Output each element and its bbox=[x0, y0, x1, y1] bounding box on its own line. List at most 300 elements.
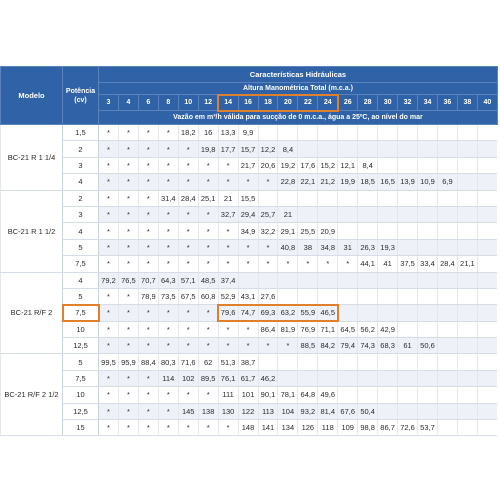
flow-value-cell bbox=[258, 125, 278, 141]
flow-value-cell bbox=[358, 272, 378, 288]
flow-value-cell bbox=[418, 387, 438, 403]
flow-value-cell bbox=[437, 239, 457, 255]
flow-value-cell bbox=[437, 354, 457, 370]
flow-value-cell bbox=[298, 272, 318, 288]
flow-value-cell bbox=[457, 190, 477, 206]
flow-value-cell: 25,7 bbox=[258, 206, 278, 222]
flow-value-cell: 34,9 bbox=[238, 223, 258, 239]
flow-value-cell: 138 bbox=[198, 403, 218, 419]
flow-value-cell bbox=[477, 321, 497, 337]
flow-value-cell: * bbox=[138, 305, 158, 321]
model-name-cell: BC-21 R/F 2 1/2 bbox=[1, 354, 63, 436]
flow-value-cell: * bbox=[158, 256, 178, 272]
table-row bbox=[1, 157, 498, 173]
potencia-cell: 3 bbox=[63, 157, 99, 173]
flow-value-cell bbox=[378, 190, 398, 206]
flow-value-cell bbox=[457, 370, 477, 386]
model-name-cell: BC-21 R 1 1/4 bbox=[1, 125, 63, 191]
table-row bbox=[1, 321, 498, 337]
flow-value-cell: * bbox=[99, 256, 119, 272]
flow-value-cell: * bbox=[138, 125, 158, 141]
flow-value-cell bbox=[338, 288, 358, 304]
flow-value-cell: * bbox=[338, 256, 358, 272]
flow-value-cell: * bbox=[258, 256, 278, 272]
flow-value-cell: * bbox=[178, 206, 198, 222]
flow-value-cell bbox=[437, 157, 457, 173]
table-row bbox=[1, 223, 498, 239]
flow-value-cell: * bbox=[138, 321, 158, 337]
header-head-26: 26 bbox=[338, 95, 358, 111]
flow-value-cell bbox=[477, 338, 497, 354]
header-head-12: 12 bbox=[198, 95, 218, 111]
flow-value-cell: 71,1 bbox=[318, 321, 338, 337]
flow-value-cell: * bbox=[178, 223, 198, 239]
potencia-cell: 12,5 bbox=[63, 338, 99, 354]
flow-value-cell: * bbox=[138, 190, 158, 206]
flow-value-cell bbox=[398, 157, 418, 173]
flow-value-cell bbox=[398, 223, 418, 239]
flow-value-cell: 88,4 bbox=[138, 354, 158, 370]
flow-value-cell: * bbox=[99, 305, 119, 321]
potencia-cell: 5 bbox=[63, 354, 99, 370]
flow-value-cell: 67,6 bbox=[338, 403, 358, 419]
table-row bbox=[1, 288, 498, 304]
flow-value-cell: 79,2 bbox=[99, 272, 119, 288]
flow-value-cell bbox=[358, 370, 378, 386]
header-head-34: 34 bbox=[418, 95, 438, 111]
flow-value-cell bbox=[437, 223, 457, 239]
flow-value-cell: * bbox=[198, 338, 218, 354]
flow-value-cell: 13,3 bbox=[218, 125, 238, 141]
flow-value-cell: * bbox=[198, 239, 218, 255]
flow-value-cell bbox=[457, 125, 477, 141]
flow-value-cell: 16,5 bbox=[378, 174, 398, 190]
flow-value-cell: 64,8 bbox=[298, 387, 318, 403]
flow-value-cell: * bbox=[198, 174, 218, 190]
flow-value-cell bbox=[418, 272, 438, 288]
flow-value-cell bbox=[358, 206, 378, 222]
flow-value-cell bbox=[437, 321, 457, 337]
flow-value-cell bbox=[418, 190, 438, 206]
flow-value-cell: * bbox=[99, 190, 119, 206]
flow-value-cell: * bbox=[218, 239, 238, 255]
flow-value-cell bbox=[418, 403, 438, 419]
flow-value-cell: 98,8 bbox=[358, 420, 378, 436]
flow-value-cell: 71,6 bbox=[178, 354, 198, 370]
flow-value-cell: 73,5 bbox=[158, 288, 178, 304]
flow-value-cell: 12,1 bbox=[338, 157, 358, 173]
flow-value-cell: * bbox=[178, 256, 198, 272]
flow-value-cell: * bbox=[99, 370, 119, 386]
table-row bbox=[1, 141, 498, 157]
flow-value-cell: * bbox=[138, 206, 158, 222]
flow-value-cell bbox=[338, 354, 358, 370]
flow-value-cell: * bbox=[178, 174, 198, 190]
flow-value-cell: 29,1 bbox=[278, 223, 298, 239]
flow-value-cell: * bbox=[138, 338, 158, 354]
flow-value-cell bbox=[437, 206, 457, 222]
flow-value-cell: * bbox=[198, 305, 218, 321]
flow-value-cell bbox=[338, 190, 358, 206]
flow-value-cell bbox=[278, 125, 298, 141]
flow-value-cell: 55,9 bbox=[298, 305, 318, 321]
flow-value-cell bbox=[358, 288, 378, 304]
flow-value-cell bbox=[338, 223, 358, 239]
flow-value-cell: 32,2 bbox=[258, 223, 278, 239]
flow-value-cell bbox=[477, 239, 497, 255]
flow-value-cell: 99,5 bbox=[99, 354, 119, 370]
flow-value-cell: 17,6 bbox=[298, 157, 318, 173]
table-row bbox=[1, 256, 498, 272]
flow-value-cell bbox=[418, 370, 438, 386]
flow-value-cell: 141 bbox=[258, 420, 278, 436]
flow-value-cell bbox=[398, 387, 418, 403]
flow-value-cell: 78,1 bbox=[278, 387, 298, 403]
table-header bbox=[1, 67, 498, 125]
flow-value-cell bbox=[457, 272, 477, 288]
header-head-6: 6 bbox=[138, 95, 158, 111]
flow-value-cell: * bbox=[138, 420, 158, 436]
flow-value-cell: * bbox=[178, 338, 198, 354]
flow-value-cell: 69,3 bbox=[258, 305, 278, 321]
flow-value-cell: 48,5 bbox=[198, 272, 218, 288]
header-head-20: 20 bbox=[278, 95, 298, 111]
flow-value-cell: * bbox=[198, 157, 218, 173]
flow-value-cell bbox=[318, 206, 338, 222]
flow-value-cell: 6,9 bbox=[437, 174, 457, 190]
flow-value-cell: * bbox=[258, 174, 278, 190]
flow-value-cell bbox=[298, 190, 318, 206]
flow-value-cell bbox=[278, 190, 298, 206]
flow-value-cell: * bbox=[138, 141, 158, 157]
flow-value-cell bbox=[318, 288, 338, 304]
flow-value-cell: * bbox=[118, 387, 138, 403]
table-row bbox=[1, 403, 498, 419]
flow-value-cell: * bbox=[118, 206, 138, 222]
flow-value-cell: 76,9 bbox=[298, 321, 318, 337]
flow-value-cell: 90,1 bbox=[258, 387, 278, 403]
table-row bbox=[1, 206, 498, 222]
potencia-cell: 4 bbox=[63, 272, 99, 288]
flow-value-cell bbox=[418, 141, 438, 157]
flow-value-cell bbox=[358, 125, 378, 141]
flow-value-cell bbox=[477, 223, 497, 239]
flow-value-cell: 93,2 bbox=[298, 403, 318, 419]
flow-value-cell: 28,4 bbox=[178, 190, 198, 206]
flow-value-cell: * bbox=[118, 403, 138, 419]
flow-value-cell: 101 bbox=[238, 387, 258, 403]
flow-value-cell: * bbox=[138, 239, 158, 255]
flow-value-cell bbox=[258, 354, 278, 370]
table-row bbox=[1, 190, 498, 206]
flow-value-cell: 130 bbox=[218, 403, 238, 419]
flow-value-cell: 104 bbox=[278, 403, 298, 419]
flow-value-cell bbox=[477, 370, 497, 386]
flow-value-cell: * bbox=[238, 321, 258, 337]
header-head-40: 40 bbox=[477, 95, 497, 111]
flow-value-cell: 52,9 bbox=[218, 288, 238, 304]
header-modelo: Modelo bbox=[1, 67, 63, 125]
model-name-cell: BC-21 R/F 2 bbox=[1, 272, 63, 354]
flow-value-cell: * bbox=[138, 403, 158, 419]
flow-value-cell: 114 bbox=[158, 370, 178, 386]
flow-value-cell bbox=[457, 387, 477, 403]
table-row bbox=[1, 338, 498, 354]
flow-value-cell bbox=[378, 403, 398, 419]
flow-value-cell bbox=[477, 403, 497, 419]
header-head-24: 24 bbox=[318, 95, 338, 111]
flow-value-cell: * bbox=[198, 321, 218, 337]
flow-value-cell bbox=[318, 125, 338, 141]
flow-value-cell: * bbox=[118, 223, 138, 239]
header-potencia: Potência (cv) bbox=[63, 67, 99, 125]
flow-value-cell bbox=[318, 370, 338, 386]
flow-value-cell bbox=[437, 403, 457, 419]
flow-value-cell bbox=[418, 321, 438, 337]
flow-value-cell bbox=[437, 125, 457, 141]
flow-value-cell bbox=[298, 288, 318, 304]
flow-value-cell: 19,9 bbox=[338, 174, 358, 190]
table-row bbox=[1, 420, 498, 436]
flow-value-cell: * bbox=[99, 141, 119, 157]
flow-value-cell: * bbox=[158, 125, 178, 141]
flow-value-cell: 26,3 bbox=[358, 239, 378, 255]
flow-value-cell bbox=[457, 174, 477, 190]
flow-value-cell: 19,2 bbox=[278, 157, 298, 173]
flow-value-cell: * bbox=[99, 239, 119, 255]
flow-value-cell: 21,7 bbox=[238, 157, 258, 173]
flow-value-cell: * bbox=[218, 420, 238, 436]
flow-value-cell: * bbox=[158, 321, 178, 337]
flow-value-cell bbox=[278, 288, 298, 304]
header-head-3: 3 bbox=[99, 95, 119, 111]
flow-value-cell: 134 bbox=[278, 420, 298, 436]
flow-value-cell: * bbox=[218, 174, 238, 190]
flow-value-cell: * bbox=[178, 420, 198, 436]
flow-value-cell bbox=[457, 157, 477, 173]
flow-value-cell: 86,4 bbox=[258, 321, 278, 337]
header-head-4: 4 bbox=[118, 95, 138, 111]
flow-value-cell bbox=[338, 370, 358, 386]
flow-value-cell bbox=[457, 354, 477, 370]
flow-value-cell: * bbox=[118, 239, 138, 255]
flow-value-cell: 38 bbox=[298, 239, 318, 255]
flow-value-cell: 95,9 bbox=[118, 354, 138, 370]
flow-value-cell bbox=[378, 272, 398, 288]
flow-value-cell: * bbox=[138, 223, 158, 239]
flow-value-cell: 80,3 bbox=[158, 354, 178, 370]
flow-value-cell: * bbox=[99, 288, 119, 304]
flow-value-cell bbox=[398, 125, 418, 141]
flow-value-cell: * bbox=[118, 141, 138, 157]
flow-value-cell bbox=[418, 239, 438, 255]
potencia-cell: 7,5 bbox=[63, 370, 99, 386]
flow-value-cell: 79,4 bbox=[338, 338, 358, 354]
flow-value-cell: * bbox=[118, 125, 138, 141]
flow-value-cell: 81,9 bbox=[278, 321, 298, 337]
flow-value-cell bbox=[398, 370, 418, 386]
flow-value-cell bbox=[437, 141, 457, 157]
flow-value-cell bbox=[278, 354, 298, 370]
flow-value-cell: * bbox=[218, 223, 238, 239]
flow-value-cell: * bbox=[138, 370, 158, 386]
flow-value-cell: * bbox=[238, 174, 258, 190]
header-caracteristicas: Características Hidráulicas bbox=[99, 67, 498, 83]
flow-value-cell: 111 bbox=[218, 387, 238, 403]
flow-value-cell: * bbox=[158, 420, 178, 436]
table-row bbox=[1, 305, 498, 321]
flow-value-cell: 113 bbox=[258, 403, 278, 419]
flow-value-cell bbox=[477, 125, 497, 141]
flow-value-cell bbox=[398, 272, 418, 288]
flow-value-cell: 61 bbox=[398, 338, 418, 354]
flow-value-cell: * bbox=[99, 403, 119, 419]
flow-value-cell bbox=[398, 239, 418, 255]
flow-value-cell bbox=[477, 256, 497, 272]
flow-value-cell bbox=[378, 288, 398, 304]
potencia-cell: 5 bbox=[63, 239, 99, 255]
flow-value-cell bbox=[338, 387, 358, 403]
flow-value-cell: * bbox=[118, 256, 138, 272]
flow-value-cell: 34,8 bbox=[318, 239, 338, 255]
flow-value-cell bbox=[418, 223, 438, 239]
table-row bbox=[1, 370, 498, 386]
flow-value-cell: * bbox=[118, 305, 138, 321]
flow-value-cell bbox=[398, 190, 418, 206]
flow-value-cell: * bbox=[158, 338, 178, 354]
potencia-cell: 2 bbox=[63, 141, 99, 157]
flow-value-cell: * bbox=[158, 157, 178, 173]
flow-value-cell: * bbox=[198, 420, 218, 436]
flow-value-cell: 31,4 bbox=[158, 190, 178, 206]
flow-value-cell: 72,6 bbox=[398, 420, 418, 436]
flow-value-cell: * bbox=[118, 420, 138, 436]
flow-value-cell: 15,2 bbox=[318, 157, 338, 173]
flow-value-cell: 21,2 bbox=[318, 174, 338, 190]
flow-value-cell: 79,6 bbox=[218, 305, 238, 321]
flow-value-cell bbox=[398, 403, 418, 419]
flow-value-cell: * bbox=[178, 141, 198, 157]
flow-value-cell bbox=[338, 206, 358, 222]
flow-value-cell: * bbox=[158, 239, 178, 255]
potencia-cell: 12,5 bbox=[63, 403, 99, 419]
flow-value-cell: * bbox=[99, 157, 119, 173]
flow-value-cell: 19,3 bbox=[378, 239, 398, 255]
flow-value-cell: * bbox=[158, 141, 178, 157]
flow-value-cell bbox=[437, 272, 457, 288]
flow-value-cell bbox=[378, 370, 398, 386]
flow-value-cell: 78,9 bbox=[138, 288, 158, 304]
flow-value-cell: 67,5 bbox=[178, 288, 198, 304]
flow-value-cell: 70,7 bbox=[138, 272, 158, 288]
flow-value-cell: * bbox=[158, 403, 178, 419]
flow-value-cell: 9,9 bbox=[238, 125, 258, 141]
flow-value-cell: 68,3 bbox=[378, 338, 398, 354]
flow-value-cell bbox=[477, 174, 497, 190]
flow-value-cell: 53,7 bbox=[418, 420, 438, 436]
flow-value-cell: 8,4 bbox=[358, 157, 378, 173]
flow-value-cell: 15,5 bbox=[238, 190, 258, 206]
flow-value-cell: 21 bbox=[278, 206, 298, 222]
performance-table-container bbox=[0, 66, 500, 436]
header-head-28: 28 bbox=[358, 95, 378, 111]
flow-value-cell bbox=[298, 370, 318, 386]
flow-value-cell: * bbox=[158, 223, 178, 239]
flow-value-cell: * bbox=[99, 206, 119, 222]
flow-value-cell: 31 bbox=[338, 239, 358, 255]
table-row bbox=[1, 174, 498, 190]
flow-value-cell: * bbox=[258, 239, 278, 255]
flow-value-cell bbox=[418, 288, 438, 304]
flow-value-cell: * bbox=[118, 288, 138, 304]
flow-value-cell: 88,5 bbox=[298, 338, 318, 354]
flow-value-cell bbox=[477, 272, 497, 288]
flow-value-cell bbox=[418, 206, 438, 222]
potencia-cell: 2 bbox=[63, 190, 99, 206]
flow-value-cell: * bbox=[118, 321, 138, 337]
flow-value-cell: * bbox=[158, 305, 178, 321]
flow-value-cell: * bbox=[198, 206, 218, 222]
flow-value-cell: * bbox=[278, 256, 298, 272]
flow-value-cell bbox=[338, 272, 358, 288]
flow-value-cell: 51,3 bbox=[218, 354, 238, 370]
flow-value-cell bbox=[477, 420, 497, 436]
flow-value-cell: 43,1 bbox=[238, 288, 258, 304]
flow-value-cell: 21 bbox=[218, 190, 238, 206]
flow-value-cell bbox=[358, 223, 378, 239]
flow-value-cell: 109 bbox=[338, 420, 358, 436]
flow-value-cell bbox=[298, 125, 318, 141]
flow-value-cell bbox=[398, 206, 418, 222]
flow-value-cell bbox=[378, 387, 398, 403]
flow-value-cell: 32,7 bbox=[218, 206, 238, 222]
flow-value-cell: 89,5 bbox=[198, 370, 218, 386]
flow-value-cell: * bbox=[99, 223, 119, 239]
flow-value-cell bbox=[477, 288, 497, 304]
header-head-18: 18 bbox=[258, 95, 278, 111]
flow-value-cell: 28,4 bbox=[437, 256, 457, 272]
flow-value-cell: * bbox=[218, 338, 238, 354]
flow-value-cell: 22,8 bbox=[278, 174, 298, 190]
table-row bbox=[1, 387, 498, 403]
flow-value-cell: 61,7 bbox=[238, 370, 258, 386]
flow-value-cell: 41 bbox=[378, 256, 398, 272]
flow-value-cell bbox=[358, 141, 378, 157]
table-body bbox=[1, 125, 498, 436]
flow-value-cell bbox=[437, 190, 457, 206]
flow-value-cell: * bbox=[99, 387, 119, 403]
flow-value-cell: * bbox=[99, 420, 119, 436]
flow-value-cell: 33,4 bbox=[418, 256, 438, 272]
flow-value-cell: 145 bbox=[178, 403, 198, 419]
flow-value-cell: 25,5 bbox=[298, 223, 318, 239]
flow-value-cell: 27,6 bbox=[258, 288, 278, 304]
flow-value-cell bbox=[457, 420, 477, 436]
flow-value-cell: 63,2 bbox=[278, 305, 298, 321]
flow-value-cell bbox=[378, 354, 398, 370]
flow-value-cell: * bbox=[118, 338, 138, 354]
flow-value-cell: 126 bbox=[298, 420, 318, 436]
flow-value-cell bbox=[398, 141, 418, 157]
flow-value-cell: 20,6 bbox=[258, 157, 278, 173]
flow-value-cell: 50,6 bbox=[418, 338, 438, 354]
flow-value-cell bbox=[477, 354, 497, 370]
flow-value-cell bbox=[457, 223, 477, 239]
flow-value-cell: * bbox=[218, 157, 238, 173]
flow-value-cell bbox=[338, 141, 358, 157]
flow-value-cell bbox=[358, 354, 378, 370]
hydraulic-performance-table bbox=[0, 66, 498, 436]
